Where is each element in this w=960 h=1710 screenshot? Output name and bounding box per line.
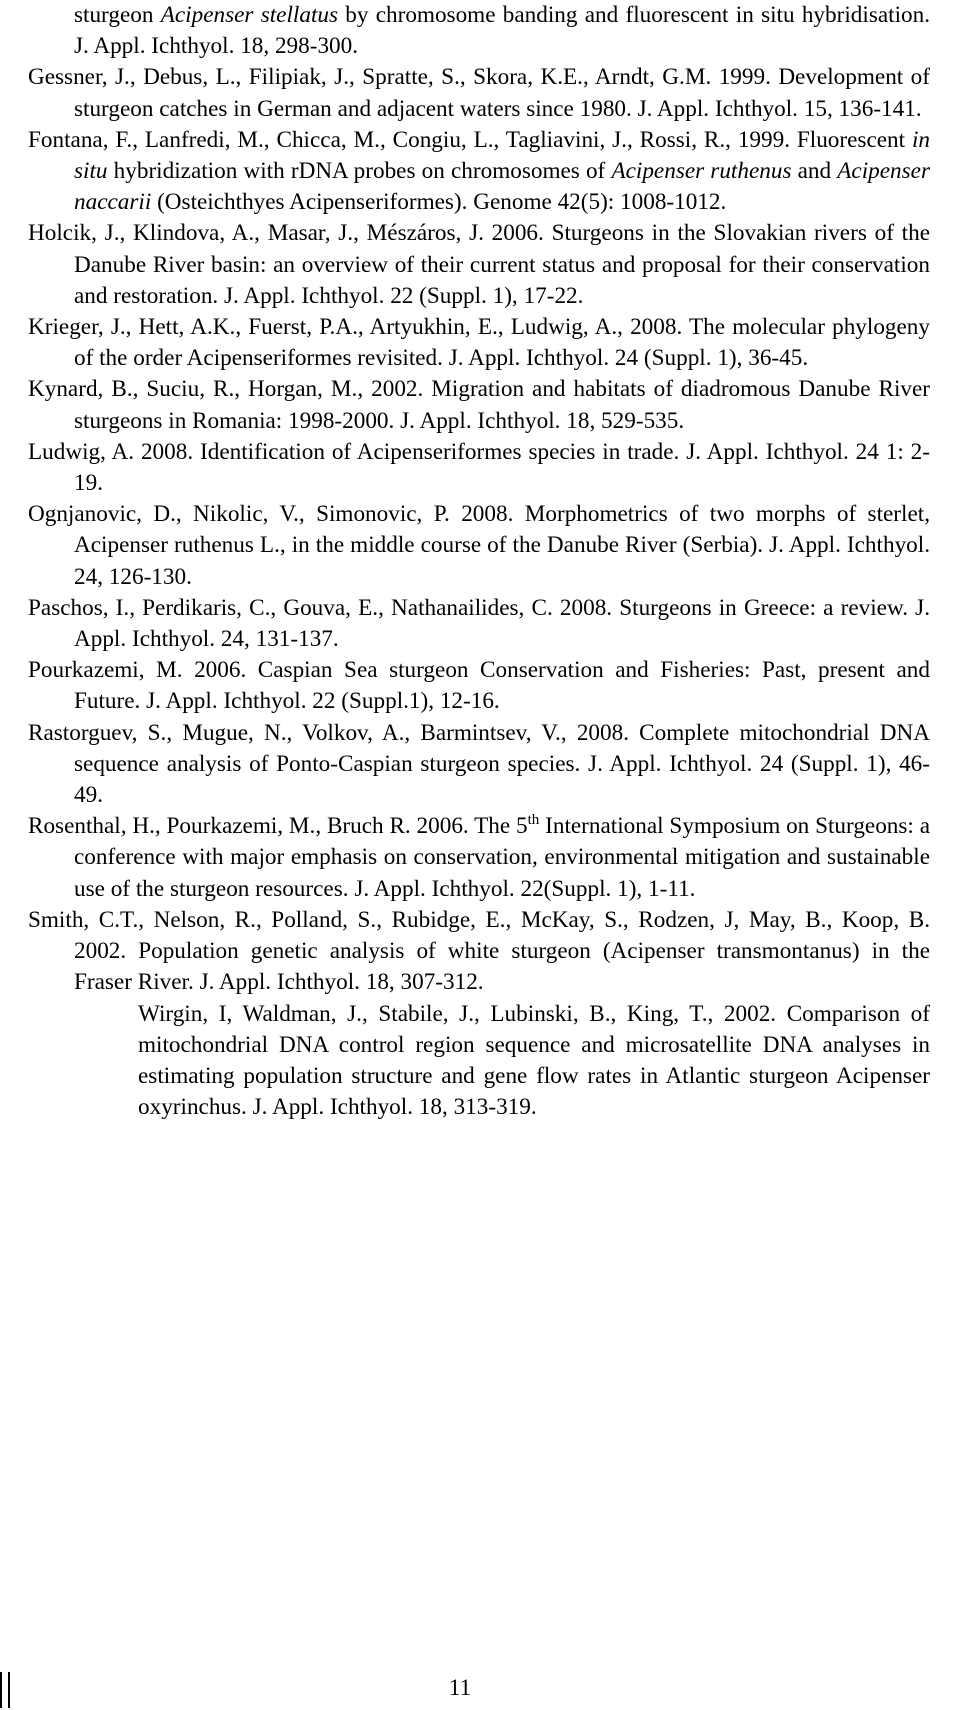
reference-text: hybridization with rDNA probes on chromosomes of xyxy=(107,158,612,185)
reference-text: Smith, C.T., Nelson, R., Polland, S., Rubidge, E., McKay, S., Rodzen, J, May, B., Koop, B. 2002. Population genetic analysis of white sturgeon (Acipenser transmontanus) in the Fraser River. J. Appl. Ichthyol. 18, 307-312. xyxy=(28,906,930,996)
reference-text: and xyxy=(791,158,838,185)
margin-bar-left xyxy=(0,1672,2,1708)
page-number: 11 xyxy=(448,1675,472,1700)
reference-holcik xyxy=(28,218,930,312)
reference-text: Paschos, I., Perdikaris, C., Gouva, E., Nathanailides, C. 2008. Sturgeons in Greece: a review. J. Appl. Ichthyol. 24, 131-137. xyxy=(28,594,930,653)
reference-pourkazemi xyxy=(28,655,930,717)
margin-bar-right xyxy=(8,1672,10,1708)
reference-text: by chromosome banding and fluorescent in situ hybridisation. J. Appl. Ichthyol. 18, 298-300. xyxy=(74,2,931,60)
reference-rastorguev xyxy=(28,718,930,812)
reference-paschos xyxy=(28,593,930,655)
reference-continued xyxy=(28,0,930,62)
reference-text: Pourkazemi, M. 2006. Caspian Sea sturgeon Conservation and Fisheries: Past, present and Future. J. Appl. Ichthyol. 22 (Suppl.1), 12-16. xyxy=(28,657,930,715)
reference-rosenthal xyxy=(28,811,930,905)
reference-ognjanovic xyxy=(28,499,930,593)
reference-text: Ognjanovic, D., Nikolic, V., Simonovic, P. 2008. Morphometrics of two morphs of sterlet, Acipenser ruthenus L., in the middle course of the Danube River (Serbia). J. Appl. Ichthyol. 24, 126-130. xyxy=(28,501,930,590)
reference-text: Rosenthal, H., Pourkazemi, M., Bruch R. 2006. The 5 xyxy=(28,813,528,840)
italic-text: Acipenser ruthenus xyxy=(611,158,792,185)
reference-text: Fontana, F., Lanfredi, M., Chicca, M., Congiu, L., Tagliavini, J., Rossi, R., 1999. Fluorescent xyxy=(28,126,912,153)
reference-list xyxy=(28,0,930,1123)
reference-text: sturgeon xyxy=(74,2,161,28)
italic-text: Acipenser stellatus xyxy=(160,2,338,28)
reference-text: Kynard, B., Suciu, R., Horgan, M., 2002. Migration and habitats of diadromous Danube River sturgeons in Romania: 1998-2000. J. Appl. Ichthyol. 18, 529-535. xyxy=(28,376,930,434)
reference-wirgin xyxy=(28,999,930,1124)
reference-text: (Osteichthyes Acipenseriformes). Genome 42(5): 1008-1012. xyxy=(151,189,727,216)
reference-text: Wirgin, I, Waldman, J., Stabile, J., Lubinski, B., King, T., 2002. Comparison of mitochondrial DNA control region sequence and microsatellite DNA analyses in estimating population structure and gene flow rates in Atlantic sturgeon Acipenser oxyrinchus. J. Appl. Ichthyol. 18, 313-319. xyxy=(138,1000,930,1121)
reference-text: Krieger, J., Hett, A.K., Fuerst, P.A., Artyukhin, E., Ludwig, A., 2008. The molecular phylogeny of the order Acipenseriformes revisited. J. Appl. Ichthyol. 24 (Suppl. 1), 36-45. xyxy=(28,314,930,372)
reference-ludwig xyxy=(28,437,930,499)
reference-fontana xyxy=(28,125,930,219)
reference-kynard xyxy=(28,374,930,436)
reference-text: Gessner, J., Debus, L., Filipiak, J., Spratte, S., Skora, K.E., Arndt, G.M. 1999. Development of sturgeon catches in German and adjacent waters since 1980. J. Appl. Ichthyol. 15, 136-141. xyxy=(28,64,930,122)
reference-text: Rastorguev, S., Mugue, N., Volkov, A., Barmintsev, V., 2008. Complete mitochondrial DNA sequence analysis of Ponto-Caspian sturgeon species. J. Appl. Ichthyol. 24 (Suppl. 1), 46-49. xyxy=(28,719,930,809)
reference-gessner xyxy=(28,62,930,124)
italic-text: in situ xyxy=(74,126,930,185)
reference-krieger xyxy=(28,312,930,374)
reference-text: Holcik, J., Klindova, A., Masar, J., Mészáros, J. 2006. Sturgeons in the Slovakian rivers of the Danube River basin: an overview of their current status and proposal for their conservation and restoration. J. Appl. Ichthyol. 22 (Suppl. 1), 17-22. xyxy=(28,220,930,309)
reference-text: Ludwig, A. 2008. Identification of Acipenseriformes species in trade. J. Appl. Ichthyol. 24 1: 2-19. xyxy=(28,438,930,497)
italic-text: Acipenser naccarii xyxy=(74,158,930,216)
reference-text: International Symposium on Sturgeons: a conference with major emphasis on conservation, environmental mitigation and sustainable use of the sturgeon resources. J. Appl. Ichthyol. 22(Suppl. 1), 1-11. xyxy=(74,813,930,902)
superscript-text: th xyxy=(527,812,540,829)
reference-smith xyxy=(28,905,930,999)
